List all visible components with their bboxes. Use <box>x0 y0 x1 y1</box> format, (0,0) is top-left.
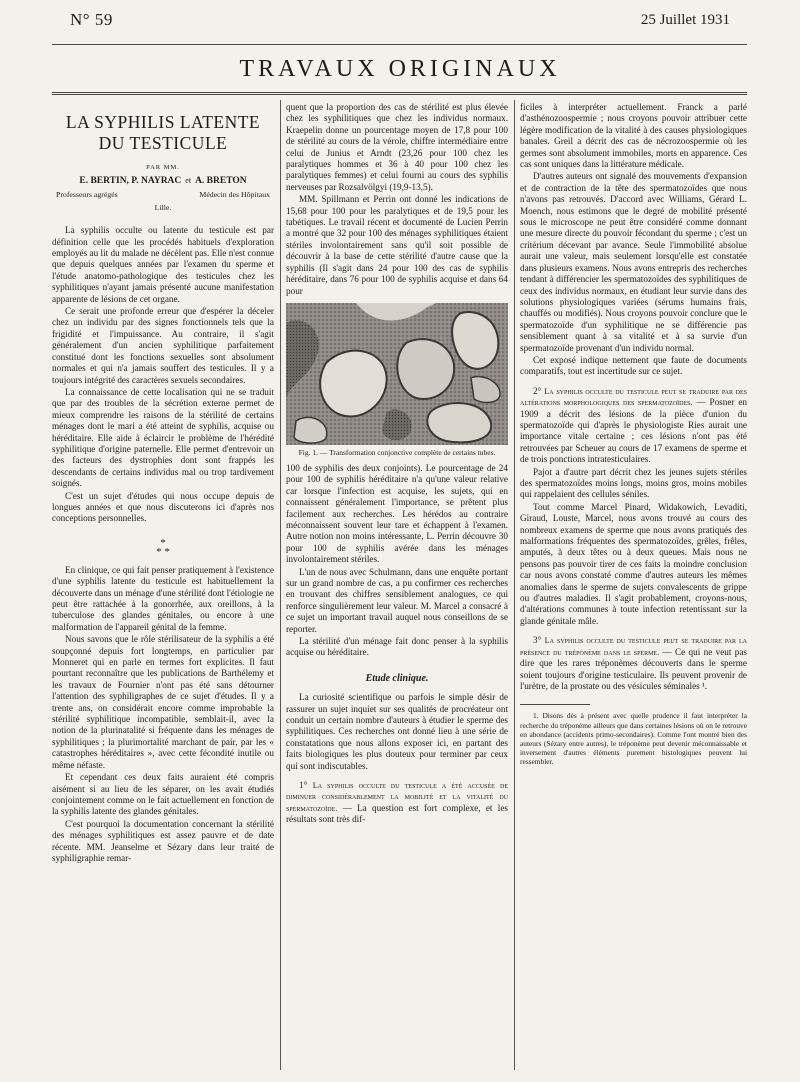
paragraph: Cet exposé indique nettement que faute de documents comparatifs, tout est incertitude sur ce sujet. <box>520 354 747 377</box>
asterism-ornament: * * * <box>156 536 170 558</box>
paragraph: ficiles à interpréter actuellement. Franck a parlé d'asthénozoospermie ; nous croyons pouvoir attribuer cette légère modification de la vitalité à des causes physiologiques banales. Greil a décrit des cas de nécrozoospermie où les germes sont absolument immobiles, morts en apparence. Ces cas sont uniques dans la littérature médicale. <box>520 102 747 170</box>
numbered-paragraph: 3° La syphilis occulte du testicule peut se traduire par la présence du tréponème dans le sperme. — Ce qui ne veut pas dire que les rares tréponèmes découverts dans le sperme soient toujours d'origine testiculaire. Ils peuvent provenir de l'urètre, de la prostate ou des vésicules séminales ¹. <box>520 635 748 691</box>
paragraph: La syphilis occulte ou latente du testicule est par définition celle que les procédés habituels d'exploration employés au lit du malade ne décèlent pas. Elle n'est connue que depuis quelques années par l'examen du sperme et l'étude anatomo-pathologique des testicules chez les syphilitiques n'ayant jamais présenté aucune manifestation apparente de lésions de cet organe. <box>52 225 274 304</box>
issue-date: 25 Juillet 1931 <box>640 12 730 28</box>
paragraph: Nous savons que le rôle stérilisateur de la syphilis a été soupçonné depuis fort longtemps, en particulier par Monneret qui en parle en termes fort explicites. Il faut pourtant reconnaître que les publications de Barthélemy et les travaux de Fournier n'ont pas été sans détourner l'attention des syphiligraphes de ce sujet d'études. Il y a trente ans, on considérait encore comme improbable la stérilité syphilitique incompatible, semblait-il, avec la notion de la plurinatalité si fréquente dans les ménages de syphilitiques ; la plurimortalité marchant de pair, par les « catastrophes héréditaires », avec cette fécondité inutile ou même néfaste. <box>52 634 274 770</box>
header-rule <box>52 44 747 45</box>
authors: E. BERTIN, P. NAYRAC et A. BRETON <box>79 176 247 187</box>
numbered-paragraph: 1° La syphilis occulte du testicule a été accusée de diminuer considérablement la mobilité et la vitalité du spermatozoïde. — La question est fort complexe, et les résultats sont très dif- <box>286 780 508 825</box>
paragraph: La connaissance de cette localisation qui ne se traduit que par des troubles de la sécrétion externe permet de mieux comprendre les raisons de la stérilité de certains ménages dont le mari a été atteint de syphilis, acquise ou héréditaire. Elle aide à éclaircir le problème de l'hérédité syphilitique d'origine paternelle. Elle permet d'entrevoir un des facteurs des dystrophies dont sont frappés les descendants de certains individus mal ou trop tardivement soignés. <box>52 386 274 489</box>
numbered-paragraph: 2° La syphilis occulte du testicule peut se traduire par des altérations morphologiques des spermatozoïdes. — Posner en 1909 a décrit des lésions de la pièce d'union du spermatozoïde qui d'après le physiologiste Ries aurait une importance vitale certaine ; ces lésions n'ont pas été retrouvées par Scheuer au cours de 17 examens de sperme et de trois ponctions intratesticulaires. <box>520 385 748 465</box>
paragraph: quent que la proportion des cas de stérilité est plus élevée chez les syphilitiques que chez les individus normaux. Kraepelin donne un pourcentage moyen de 17,8 pour 100 de stérilité au cours de la vérole, chiffre intermédiaire entre celui de Junius et Arndt (23,26 pour 100 chez les paralytiques hommes et 36 à 40 pour 100 chez les paralytiques femmes) et celui fourni au cours des syphilis nerveuses par Rozsalvölgyi (19,9-13,5). <box>286 102 508 192</box>
column-divider <box>280 100 281 1070</box>
paragraph: MM. Spillmann et Perrin ont donné les indications de 15,68 pour 100 pour les paralytiques et de 19,5 pour les tabétiques. Le travail récent et documenté de Lucien Perrin a montré que 32 pour 100 des ménages syphilitiques étaient stériles involontairement sans qu'il soit possible de découvrir à la base de cette stérilité d'autre cause que la syphilis (Il s'agit dans 24 pour 100 des cas de syphilis héréditaire, dans 76 pour 100 de syphilis acquise et dans 64 pour <box>286 194 508 296</box>
paragraph: D'autres auteurs ont signalé des mouvements d'expansion et de contraction de la tête des spermatozoïdes que nous n'avons pas retrouvés. D'accord avec Williams, Gérard L. Moench, nous estimons que le degré de mobilité présenté sous le microscope ne peut être considéré comme donnant une mesure directe du pouvoir fécondant du sperme ; c'est un critérium décevant par avance. Seule l'immobilité absolue aurait une valeur, mais seulement lorsqu'elle est constatée dans plusieurs examens. Nous avons entrepris des recherches tendant à différencier les spermatozoïdes des syphilitiques de ceux des individus normaux, en étudiant leur survie dans des solutions physiologiques variées (sérums humains frais, chauffés ou modifiés). Nous croyons pouvoir conclure que le spermatozoïde d'un syphilitique ne se différencie pas sensiblement quant à sa vitalité et à sa survie d'un spermatozoïde provenant d'un individu normal. <box>520 171 747 353</box>
footnote-rule <box>520 704 590 705</box>
byline-par: PAR MM. <box>146 164 180 171</box>
paragraph: Tout comme Marcel Pinard, Widakowich, Levaditi, Giraud, Louste, Marcel, nous avons trouvé au cours des nombreux examens de sperme que nous avons pratiqués des malformations fréquentes des spermatozoïdes, grêles, frêles, amputés, à deux têtes ou à deux queues. Mais nous ne pensons pas pouvoir tirer de ces faits la moindre conclusion car nous avons constaté comme d'autres auteurs les mêmes anomalies dans le sperme de sujets convalescents de grippe ou d'autres maladies. Il s'agit probablement, croyons-nous, d'altérations communes à toute infection retentissant sur la glande génitale mâle. <box>520 501 747 626</box>
paragraph: La stérilité d'un ménage fait donc penser à la syphilis acquise ou héréditaire. <box>286 636 508 658</box>
subsection-heading: Etude clinique. <box>365 672 429 684</box>
paragraph: C'est un sujet d'études qui nous occupe depuis de longues années et que nous discuterons ici d'après nos conceptions personnelles. <box>52 490 274 524</box>
section-rule <box>52 92 747 93</box>
column-3 <box>520 102 747 768</box>
footnote: 1. Disons dès à présent avec quelle prudence il faut interpréter la recherche du tréponème ailleurs que dans certaines lésions où on le retrouve en abondance (accidents primo-secondaires). Comme l'ont montré bien des auteurs (Sézary entre autres), le tréponème peut devenir méconnaissable et inversement d'autres éléments purement histologiques peuvent lui ressembler. <box>520 711 747 767</box>
section-title: TRAVAUX ORIGINAUX <box>239 56 561 82</box>
column-1 <box>52 102 274 865</box>
column-divider <box>514 100 515 1070</box>
paragraph: C'est pourquoi la documentation concernant la stérilité des ménages syphilitiques est assez pauvre et de date récente. MM. Jeanselme et Sézary dans leur traité de syphiligraphie remar- <box>52 818 274 863</box>
affiliations: Professeurs agrégés Médecin des Hôpitaux <box>56 189 270 199</box>
paragraph: En clinique, ce qui fait penser pratiquement à l'existence d'une syphilis latente du testicule est habituellement la découverte dans un ménage d'une stérilité dont l'étiologie ne peut être rattachée à la gonorrhée, aux oreillons, à la tuberculose des glandes génitales, ou encore à une malformation de l'appareil génital de la femme. <box>52 564 274 632</box>
page-number: N° 59 <box>70 10 113 29</box>
article-title: LA SYPHILIS LATENTE DU TESTICULE <box>65 112 261 153</box>
histology-figure <box>286 303 508 445</box>
paragraph: Et cependant ces deux faits auraient été compris aisément si au lieu de les séparer, on les avait étudiés conjointement comme on le fait actuellement en fonction de la syphilis latente des glandes génitales. <box>52 772 274 817</box>
paragraph: 100 de syphilis des deux conjoints). Le pourcentage de 24 pour 100 de syphilis héréditaire n'a qu'une valeur relative car lorsque l'infection est acquise, les sujets, qui en connaissent généralement l'importance, se prêtent plus facilement aux recherches. Les hérédos au contraire méconnaissent souvent leur tare et échappent à l'examen. Autre notion non moins intéressante, L. Perrin découvre 30 pour 100 de syphilis avérée dans les ménages involontairement stériles. <box>286 462 508 565</box>
paragraph: Ce serait une profonde erreur que d'espérer la déceler chez un individu par des signes fonctionnels tels que la frigidité et l'impuissance. Au contraire, il s'agit généralement d'un ancien syphilitique parfaitement constitué dont les fonctions sexuelles sont absolument normales et qui n'a jamais souffert des testicules. Il y a toujours intégrité des caractères sexuels secondaires. <box>52 306 274 385</box>
paragraph: Pajot a d'autre part décrit chez les jeunes sujets stériles des spermatozoïdes moins longs, moins gros, moins mobiles qui rappelaient des cellules séniles. <box>520 466 747 500</box>
paragraph: L'un de nous avec Schulmann, dans une enquête portant sur un grand nombre de cas, a pu confirmer ces recherches en trouvant des chiffres sensiblement analogues, ce qui renforce singulièrement leur valeur. M. Marcel a consacré à ce sujet un important travail auquel nous conseillons de se reporter. <box>286 566 508 634</box>
column-2 <box>286 102 508 827</box>
affiliation-city: Lille. <box>154 202 172 212</box>
micrograph-image <box>286 303 508 445</box>
paragraph: La curiosité scientifique ou parfois le simple désir de rassurer un sujet inquiet sur ses qualités de procréateur ont conduit un certain nombre d'auteurs à étudier le sperme des syphilitiques. Ces recherches ont donné lieu à une série de constatations que nous allons exposer ici, en partant des faits biologiques les plus douteux pour terminer par ceux qui sont indiscutables. <box>286 692 508 771</box>
section-rule-double <box>52 94 747 95</box>
figure-caption: Fig. 1. — Transformation conjonctive complète de certains tubes. <box>298 447 496 457</box>
